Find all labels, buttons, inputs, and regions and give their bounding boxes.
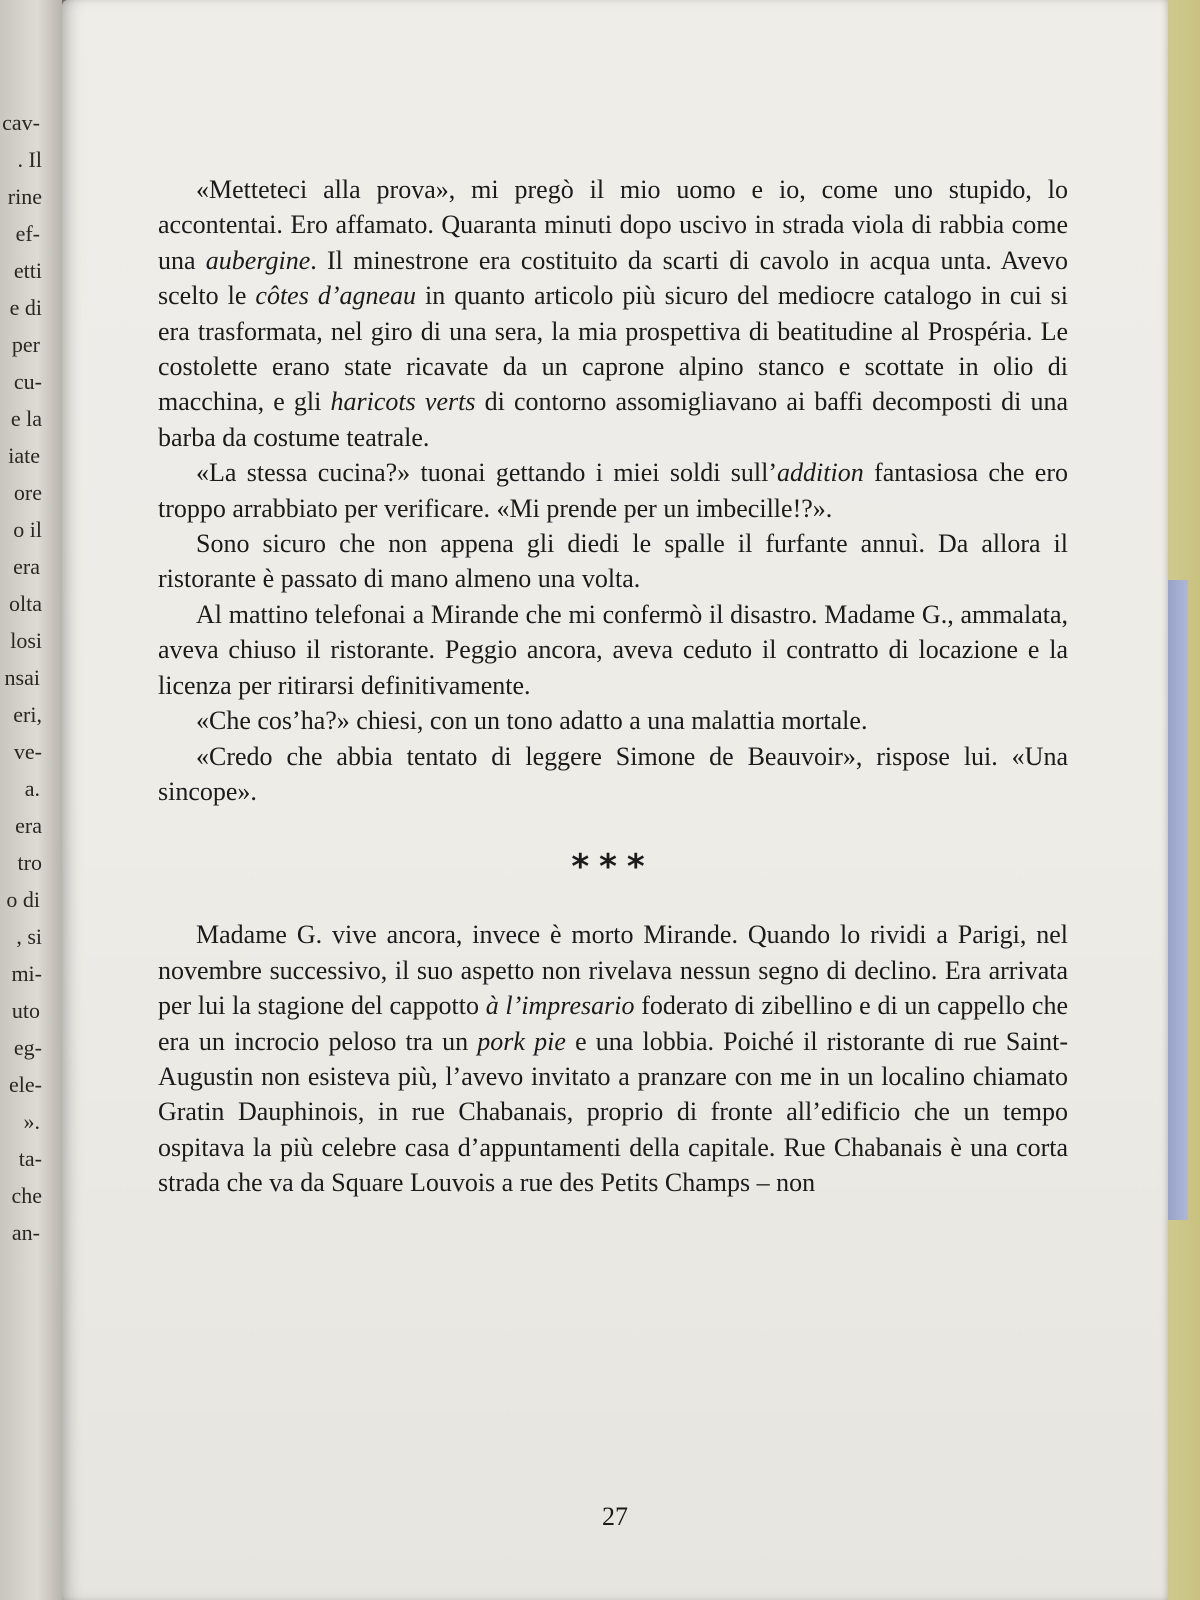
left-page-line: a. — [24, 776, 40, 801]
left-page-line: ve- — [13, 739, 42, 764]
paragraph-text: fantasiosa che ero troppo arrabbiato per verificare. «Mi prende per un imbecille!?». — [158, 458, 1069, 523]
page-number: 27 — [602, 1502, 628, 1531]
paragraphs-before-break — [158, 172, 1068, 809]
left-page-line: cu- — [13, 369, 42, 394]
paragraph-text: Al mattino telefonai a Mirande che mi confermò il disastro. Madame G., ammalata, aveva chiuso il ristorante. Peggio ancora, aveva ceduto il contratto di locazione e la licenza per ritirarsi definitivamente. — [158, 599, 1068, 700]
paragraph — [158, 526, 1068, 597]
left-page-line: olta — [9, 591, 42, 616]
left-page-line: iate — [8, 443, 40, 468]
left-page-line: . Il — [17, 147, 42, 172]
paragraph-text: «Credo che abbia tentato di leggere Simone de Beauvoir», rispose lui. «Una sincope». — [158, 741, 1068, 806]
left-page-line: o di — [6, 887, 40, 912]
left-page-line: ». — [23, 1109, 40, 1134]
left-page-line: che — [11, 1183, 42, 1208]
paragraph-text: di contorno assomigliavano ai baffi decomposti di una barba da costume teatrale. — [158, 387, 1069, 452]
paragraphs-after-break — [158, 917, 1068, 1200]
paragraph-text: e una lobbia. Poiché il ristorante di rue Saint-Augustin non esisteva più, l’avevo invitato a pranzare con me in un localino chiamato Gratin Dauphinois, in rue Chabanais, proprio di fronte all’edificio che un tempo ospitava la più celebre casa d’appuntamenti della capitale. Rue Chabanais è una corta strada che va da Square Louvois a rue des Petits Champs – non — [158, 1026, 1068, 1198]
left-page-line: per — [11, 332, 40, 357]
italic-text: côtes d’agneau — [255, 281, 417, 311]
left-page-line: etti — [13, 258, 42, 283]
left-page-line: ef- — [15, 221, 40, 246]
left-page-line: eg- — [13, 1035, 42, 1060]
italic-text: haricots verts — [330, 387, 476, 417]
left-page-line: ele- — [9, 1072, 42, 1097]
left-page-line: , si — [16, 924, 42, 949]
left-page-line: an- — [11, 1220, 40, 1245]
left-page-line: rine — [7, 184, 42, 209]
italic-text: à l’impresario — [485, 991, 635, 1021]
paragraph-text: «Metteteci alla prova», mi pregò il mio uomo e io, come uno stupido, lo accontentai. Ero affamato. Quaranta minuti dopo uscivo in strada viola di rabbia come una — [158, 175, 1068, 275]
paragraph — [158, 703, 1068, 738]
book-page — [62, 0, 1168, 1600]
left-page-line: cav- — [2, 110, 40, 135]
left-page-fragment — [0, 0, 62, 1600]
left-page-line: nsai — [4, 665, 40, 690]
left-page-line: era — [15, 813, 42, 838]
section-separator: *** — [571, 847, 655, 888]
page-text — [158, 172, 1068, 1201]
italic-text: pork pie — [477, 1026, 566, 1056]
paragraph — [158, 455, 1068, 526]
left-page-line: era — [13, 554, 40, 579]
paragraph — [158, 597, 1068, 703]
paragraph — [158, 917, 1068, 1200]
left-page-line: ore — [13, 480, 42, 505]
left-page-line: tro — [17, 850, 42, 875]
paragraph-text: in quanto articolo più sicuro del mediocre catalogo in cui si era trasformata, nel giro di una sera, la mia prospettiva di beatitudine al Prospéria. Le costolette erano state ricavate da un caprone alpino stanco e scottate in olio di macchina, e gli — [158, 281, 1069, 417]
paragraph-text: «La stessa cucina?» tuonai gettando i miei soldi sull’ — [196, 458, 778, 488]
left-page-line: mi- — [11, 961, 42, 986]
italic-text: aubergine — [205, 245, 311, 275]
paragraph-text: Sono sicuro che non appena gli diedi le spalle il furfante annuì. Da allora il ristorante è passato di mano almeno una volta. — [158, 529, 1068, 594]
paragraph-text: «Che cos’ha?» chiesi, con un tono adatto a una malattia mortale. — [196, 706, 868, 736]
left-page-line: e di — [9, 295, 42, 320]
paragraph — [158, 172, 1068, 455]
left-page-line: e la — [10, 406, 42, 431]
paragraph-text: . Il minestrone era costituito da scarti di cavolo in acqua unta. Avevo scelto le — [158, 245, 1068, 311]
italic-text: addition — [777, 458, 864, 488]
left-page-line: uto — [11, 998, 40, 1023]
left-page-line: ta- — [18, 1146, 42, 1171]
paragraph — [158, 739, 1068, 810]
paragraph-text: foderato di zibellino e di un cappello che era un incrocio peloso tra un — [158, 991, 1068, 1056]
left-page-line: losi — [10, 628, 42, 653]
left-page-line: eri, — [13, 702, 42, 727]
left-page-line: o il — [13, 517, 42, 542]
paragraph-text: Madame G. vive ancora, invece è morto Mirande. Quando lo rividi a Parigi, nel novembre successivo, il suo aspetto non rivelava nessun segno di declino. Era arrivata per lui la stagione del cappotto — [158, 920, 1068, 1021]
